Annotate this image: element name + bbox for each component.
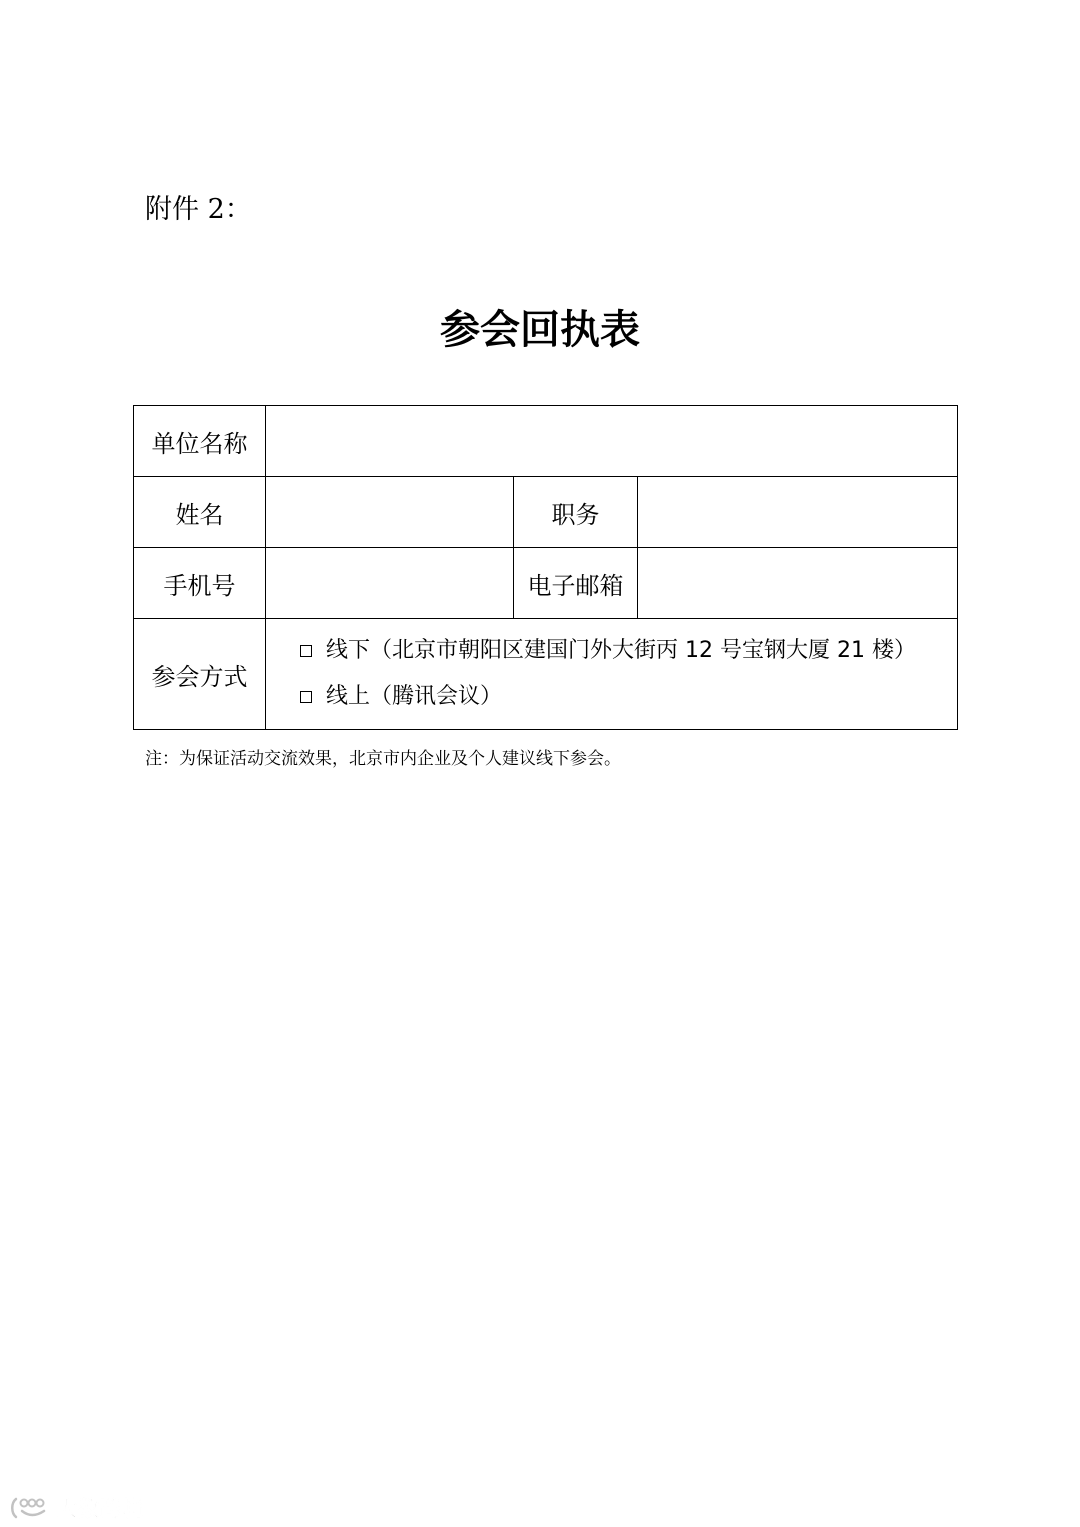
position-field[interactable] [638, 477, 958, 548]
page-title: 参会回执表 [440, 306, 640, 353]
watermark-text: 大数跨境 [56, 1497, 144, 1521]
attachment-label: 附件 2： [145, 194, 252, 225]
table-row-mode [134, 619, 958, 730]
email-label: 电子邮箱 [514, 548, 638, 619]
phone-field[interactable] [266, 548, 514, 619]
name-field[interactable] [266, 477, 514, 548]
offline-checkbox[interactable] [300, 645, 312, 657]
unit-name-field[interactable] [266, 406, 958, 477]
registration-form-table [133, 405, 958, 730]
option-online[interactable] [300, 682, 957, 712]
table-row-unit [134, 406, 958, 477]
table-row-contact [134, 548, 958, 619]
position-label: 职务 [514, 477, 638, 548]
attendance-mode-options [266, 619, 958, 730]
email-field[interactable] [638, 548, 958, 619]
unit-name-label: 单位名称 [134, 406, 266, 477]
name-label: 姓名 [134, 477, 266, 548]
footnote: 注：为保证活动交流效果，北京市内企业及个人建议线下参会。 [145, 749, 621, 769]
watermark [10, 1493, 144, 1523]
option-offline[interactable] [300, 636, 957, 666]
phone-label: 手机号 [134, 548, 266, 619]
table-row-name [134, 477, 958, 548]
watermark-logo-icon [10, 1495, 50, 1521]
attendance-mode-label: 参会方式 [134, 619, 266, 730]
option-offline-label: 线下（北京市朝阳区建国门外大街丙 12 号宝钢大厦 21 楼） [326, 638, 916, 663]
online-checkbox[interactable] [300, 691, 312, 703]
option-online-label: 线上（腾讯会议） [326, 684, 503, 709]
